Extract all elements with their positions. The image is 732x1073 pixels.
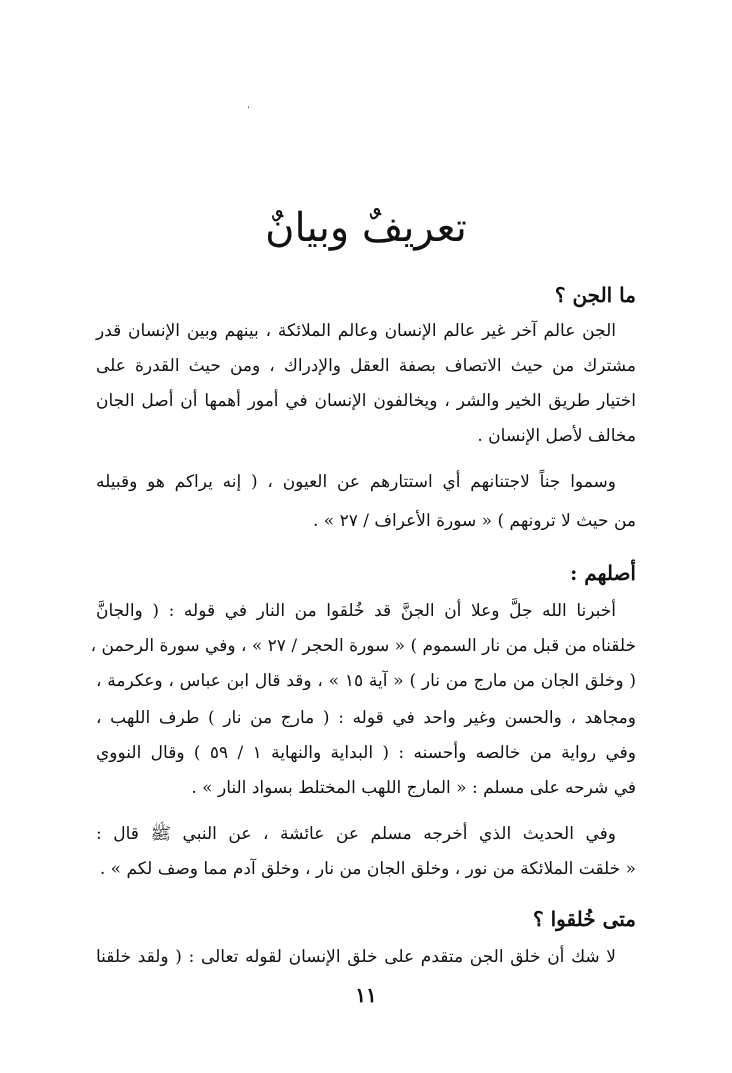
paragraph-line: ( وخلق الجان من مارج من نار ) « آية ١٥ » ، وقد قال ابن عباس ، وعكرمة ، [96, 671, 636, 691]
paragraph-line: مشترك من حيث الاتصاف بصفة العقل والإدراك ، ومن حيث القدرة على [96, 356, 636, 376]
paragraph-line: خلقناه من قبل من نار السموم ) « سورة الحجر / ٢٧ » ، وفي سورة الرحمن ، [90, 636, 636, 656]
page-title: تعريفٌ وبيانٌ [265, 205, 467, 251]
paragraph-line: « خلقت الملائكة من نور ، وخلق الجان من نار ، وخلق آدم مما وصف لكم » . [99, 859, 636, 879]
paragraph-line: لا شك أن خلق الجن متقدم على خلق الإنسان لقوله تعالى : ( ولقد خلقنا [96, 947, 616, 967]
paragraph-line: من حيث لا ترونهم ) « سورة الأعراف / ٢٧ » . [313, 511, 636, 531]
paragraph-line: وفي الحديث الذي أخرجه مسلم عن عائشة ، عن النبي ﷺ قال : [96, 824, 616, 844]
heading-what-is-jinn: ما الجن ؟ [554, 283, 636, 307]
heading-their-origin: أصلهم : [569, 561, 636, 585]
paragraph-line: مخالف لأصل الإنسان . [477, 426, 636, 446]
heading-when-created: متى خُلقوا ؟ [533, 907, 636, 931]
page-number: ١١ [355, 983, 377, 1007]
scan-speck: ˌ [247, 99, 250, 110]
paragraph-line: اختيار طريق الخير والشر ، ويخالفون الإنسان في أمور أهمها أن أصل الجان [96, 391, 636, 411]
paragraph-line: الجن عالم آخر غير عالم الإنسان وعالم الملائكة ، بينهم وبين الإنسان قدر [96, 321, 616, 341]
paragraph-line: وفي رواية من خالصه وأحسنه : ( البداية والنهاية ١ / ٥٩ ) وقال النووي [96, 743, 636, 763]
paragraph-line: أخبرنا الله جلَّ وعلا أن الجنَّ قد خُلقوا من النار في قوله : ( والجانَّ [96, 601, 616, 621]
paragraph-line: وسموا جناً لاجتنانهم أي استتارهم عن العيون ، ( إنه يراكم هو وقبيله [96, 472, 616, 492]
paragraph-line: ومجاهد ، والحسن وغير واحد في قوله : ( مارج من نار ) طرف اللهب ، [96, 708, 636, 728]
paragraph-line: في شرحه على مسلم : « المارج اللهب المختلط بسواد النار » . [191, 778, 636, 798]
